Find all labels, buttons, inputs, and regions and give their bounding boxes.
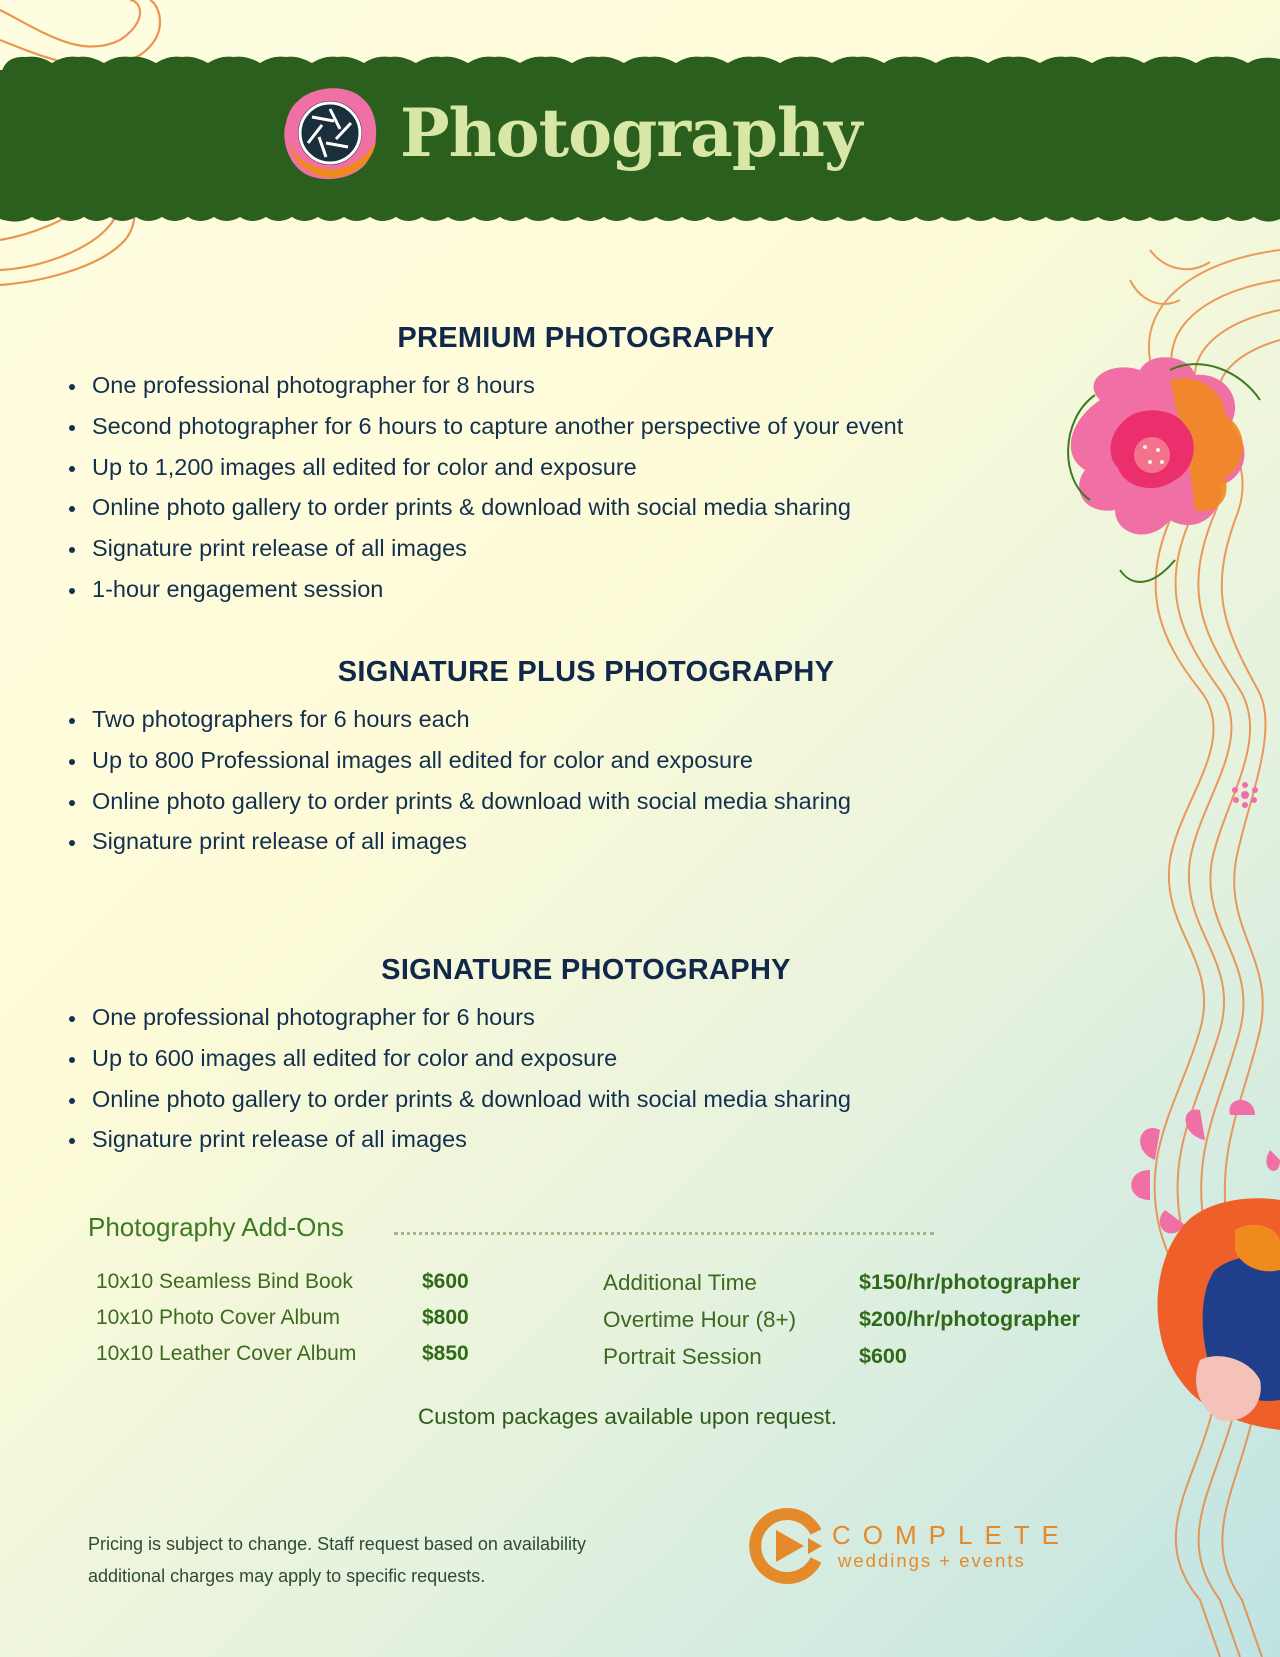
list-item: One professional photographer for 8 hours (66, 365, 1046, 406)
list-item: Online photo gallery to order prints & download with social media sharing (66, 487, 1046, 528)
banner-scallop-bottom (0, 195, 1280, 225)
premium-photography-section (66, 322, 1046, 610)
addon-name: 10x10 Photo Cover Album (96, 1306, 340, 1329)
addon-name: Overtime Hour (8+) (603, 1307, 797, 1332)
addon-name: Portrait Session (603, 1344, 762, 1369)
signature-photography-section (66, 954, 1046, 1160)
addon-name: 10x10 Leather Cover Album (96, 1342, 357, 1365)
list-item: Signature print release of all images (66, 1119, 1046, 1160)
list-item: Up to 1,200 images all edited for color and exposure (66, 447, 1046, 488)
brand-name: COMPLETE (832, 1520, 1072, 1550)
addon-price: $200/hr/photographer (859, 1307, 1081, 1331)
feature-list (66, 699, 1046, 862)
list-item: Online photo gallery to order prints & download with social media sharing (66, 1079, 1046, 1120)
page-title: Photography (400, 94, 862, 172)
section-heading: PREMIUM PHOTOGRAPHY (397, 322, 775, 354)
list-item: Up to 800 Professional images all edited for color and exposure (66, 740, 1046, 781)
disclaimer-line-1: Pricing is subject to change. Staff request based on availability (88, 1534, 586, 1554)
addons-title: Photography Add-Ons (88, 1212, 344, 1242)
custom-packages-note: Custom packages available upon request. (418, 1404, 838, 1429)
addon-price: $600 (859, 1344, 907, 1368)
brand-tagline: weddings + events (838, 1550, 1026, 1571)
list-item: Signature print release of all images (66, 821, 1046, 862)
disclaimer-line-2: additional charges may apply to specific requests. (88, 1566, 486, 1586)
addon-price: $150/hr/photographer (859, 1270, 1081, 1294)
dotted-divider (394, 1232, 934, 1235)
play-logo-icon (744, 1504, 828, 1588)
addon-price: $600 (422, 1270, 469, 1293)
list-item: Up to 600 images all edited for color and exposure (66, 1038, 1046, 1079)
section-heading: SIGNATURE PHOTOGRAPHY (381, 954, 791, 986)
addon-name: Additional Time (603, 1270, 757, 1295)
header-title-group (278, 78, 861, 188)
list-item: Online photo gallery to order prints & download with social media sharing (66, 781, 1046, 822)
list-item: Second photographer for 6 hours to capture another perspective of your event (66, 406, 1046, 447)
list-item: One professional photographer for 6 hours (66, 997, 1046, 1038)
brand-logo (744, 1504, 1071, 1588)
addon-price: $800 (422, 1306, 469, 1329)
addon-price: $850 (422, 1342, 469, 1365)
signature-plus-photography-section (66, 656, 1046, 862)
pricing-disclaimer (88, 1528, 586, 1592)
camera-aperture-icon (278, 81, 382, 185)
addon-name: 10x10 Seamless Bind Book (96, 1270, 353, 1293)
list-item: Signature print release of all images (66, 528, 1046, 569)
section-heading: SIGNATURE PLUS PHOTOGRAPHY (337, 656, 835, 688)
list-item: 1-hour engagement session (66, 569, 1046, 610)
list-item: Two photographers for 6 hours each (66, 699, 1046, 740)
feature-list (66, 997, 1046, 1160)
feature-list (66, 365, 1046, 610)
